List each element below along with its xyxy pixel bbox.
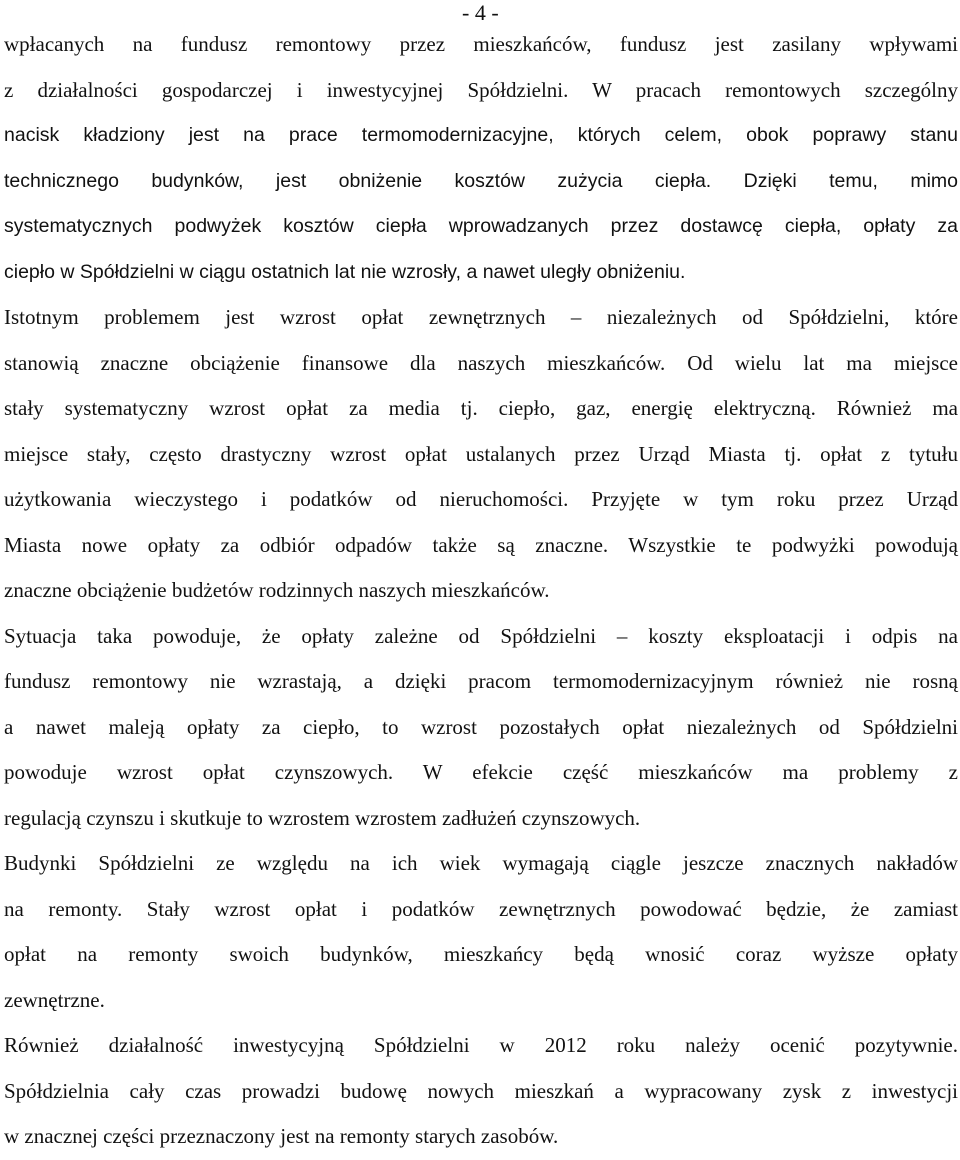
text-line: nacisk kładziony jest na prace termomodernizacyjne, których celem, obok poprawy stanu	[4, 124, 958, 146]
text-line: ciepło w Spółdzielni w ciągu ostatnich lat nie wzrosły, a nawet uległy obniżeniu.	[4, 260, 686, 283]
paragraph-investment	[4, 1023, 958, 1160]
text-line: Istotnym problemem jest wzrost opłat zewnętrznych – niezależnych od Spółdzielni, które	[4, 305, 958, 329]
text-line: znaczne obciążenie budżetów rodzinnych naszych mieszkańców.	[4, 578, 550, 602]
paragraph-remont-fund	[4, 22, 958, 295]
text-line: na remonty. Stały wzrost opłat i podatków zewnętrznych powodować będzie, że zamiast	[4, 896, 958, 921]
text-line: a nawet maleją opłaty za ciepło, to wzrost pozostałych opłat niezależnych od Spółdzielni	[4, 714, 958, 739]
text-line: powoduje wzrost opłat czynszowych. W efekcie część mieszkańców ma problemy z	[4, 760, 958, 784]
text-line: fundusz remontowy nie wzrastają, a dzięki pracom termomodernizacyjnym również nie rosną	[4, 669, 958, 693]
document-body	[4, 22, 958, 1160]
text-line: stały systematyczny wzrost opłat za media tj. ciepło, gaz, energię elektryczną. Również ma	[4, 396, 958, 420]
paragraph-external-fees	[4, 295, 958, 614]
text-line: w znacznej części przeznaczony jest na remonty starych zasobów.	[4, 1124, 559, 1148]
text-line: z działalności gospodarczej i inwestycyjnej Spółdzielni. W pracach remontowych szczególny	[4, 77, 958, 102]
text-line: wpłacanych na fundusz remontowy przez mieszkańców, fundusz jest zasilany wpływami	[4, 32, 958, 56]
page-number: - 4 -	[462, 0, 499, 25]
text-line: regulacją czynszu i skutkuje to wzrostem wzrostem zadłużeń czynszowych.	[4, 805, 641, 830]
text-line: Również działalność inwestycyjną Spółdzielni w 2012 roku należy ocenić pozytywnie.	[4, 1033, 958, 1057]
text-line: miejsce stały, często drastyczny wzrost opłat ustalanych przez Urząd Miasta tj. opłat z tytułu	[4, 441, 958, 466]
text-line: Miasta nowe opłaty za odbiór odpadów także są znaczne. Wszystkie te podwyżki powodują	[4, 532, 958, 557]
text-line: Budynki Spółdzielni ze względu na ich wiek wymagają ciągle jeszcze znacznych nakładów	[4, 851, 958, 875]
text-line: stanowią znaczne obciążenie finansowe dla naszych mieszkańców. Od wielu lat ma miejsce	[4, 350, 958, 375]
text-line: Spółdzielnia cały czas prowadzi budowę nowych mieszkań a wypracowany zysk z inwestycji	[4, 1078, 958, 1103]
text-line: opłat na remonty swoich budynków, mieszkańcy będą wnosić coraz wyższe opłaty	[4, 942, 958, 966]
text-line: zewnętrzne.	[4, 987, 105, 1012]
text-line: technicznego budynków, jest obniżenie kosztów zużycia ciepła. Dzięki temu, mimo	[4, 169, 958, 192]
paragraph-buildings	[4, 841, 958, 1023]
text-line: Sytuacja taka powoduje, że opłaty zależne od Spółdzielni – koszty eksploatacji i odpis na	[4, 623, 958, 648]
text-line: użytkowania wieczystego i podatków od nieruchomości. Przyjęte w tym roku przez Urząd	[4, 487, 958, 511]
paragraph-situation	[4, 614, 958, 842]
text-line: systematycznych podwyżek kosztów ciepła wprowadzanych przez dostawcę ciepła, opłaty za	[4, 215, 958, 237]
